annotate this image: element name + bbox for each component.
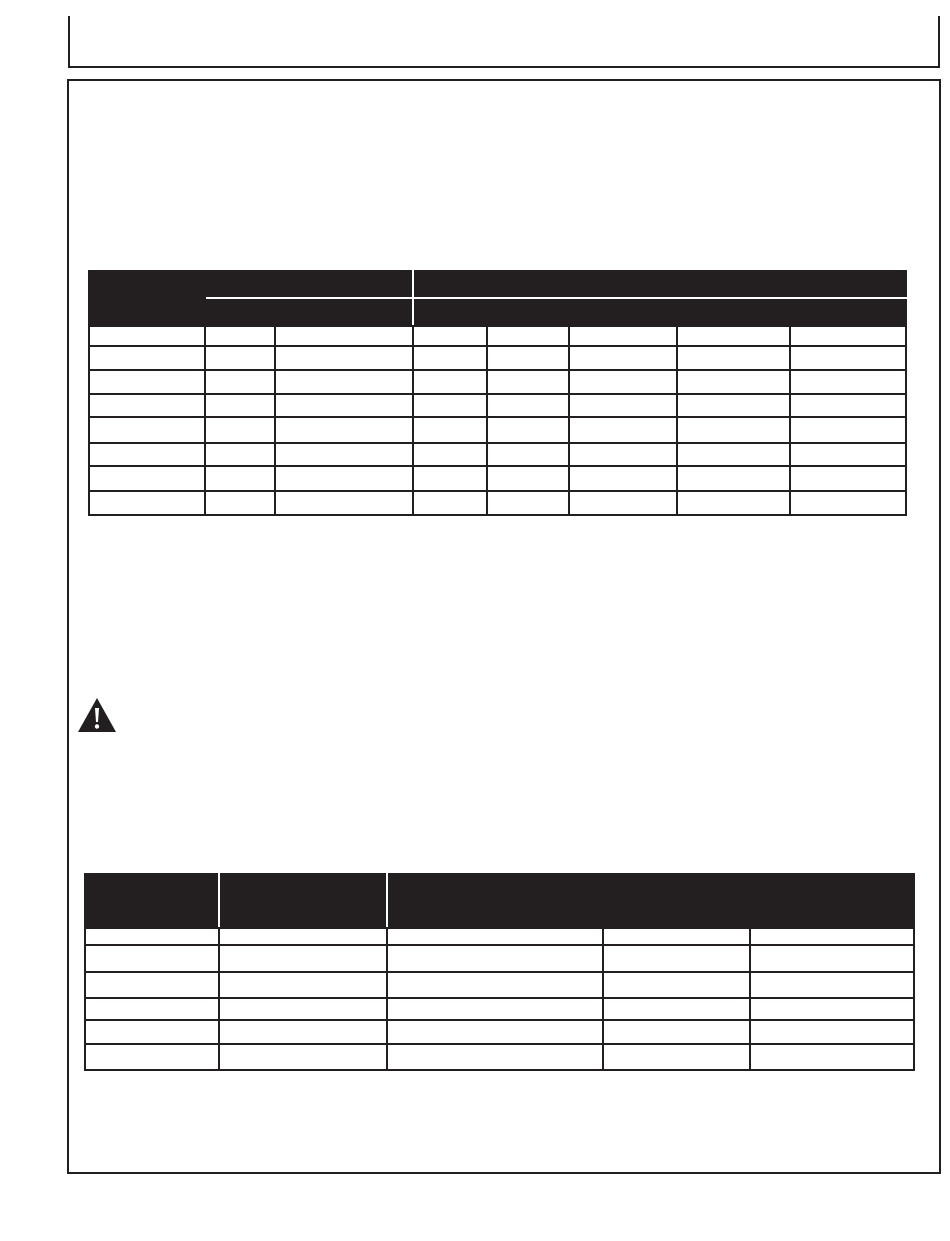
table-2-cell xyxy=(85,945,219,972)
table-1-cell xyxy=(569,466,677,491)
table-1-cell xyxy=(205,443,275,466)
table-1-header-cell xyxy=(413,271,906,298)
table-2-cell xyxy=(750,1020,914,1044)
table-1-cell xyxy=(275,370,413,394)
table-2-cell xyxy=(219,945,387,972)
table-2-cell xyxy=(387,1044,603,1070)
table-2-row xyxy=(85,945,914,972)
table-1-cell xyxy=(275,346,413,370)
spec-table-2 xyxy=(84,873,915,1071)
table-1-header-cell xyxy=(413,298,906,326)
warning-triangle-icon xyxy=(77,696,117,734)
table-1-cell xyxy=(89,326,205,346)
table-2-cell xyxy=(85,972,219,998)
table-2-cell xyxy=(603,972,750,998)
table-2-cell xyxy=(387,998,603,1020)
table-1-header-cell xyxy=(89,271,205,326)
table-2-cell xyxy=(750,928,914,945)
table-1-cell xyxy=(487,326,569,346)
table-1-row xyxy=(89,326,906,346)
table-1-cell xyxy=(677,326,790,346)
spec-table-1 xyxy=(88,270,907,516)
table-2-row xyxy=(85,1044,914,1070)
table-1-cell xyxy=(205,346,275,370)
table-2-cell xyxy=(85,1044,219,1070)
table-1-cell xyxy=(275,417,413,443)
table-2-cell xyxy=(603,998,750,1020)
table-1-cell xyxy=(790,417,906,443)
table-2-cell xyxy=(85,928,219,945)
table-1-cell xyxy=(487,443,569,466)
table-2-cell xyxy=(219,998,387,1020)
table-2-header-cell xyxy=(219,874,387,928)
table-2-cell xyxy=(603,1044,750,1070)
table-1-cell xyxy=(790,394,906,417)
table-1-header-row-2 xyxy=(89,298,906,326)
table-1-cell xyxy=(275,394,413,417)
table-1-cell xyxy=(790,326,906,346)
table-2-cell xyxy=(387,1020,603,1044)
table-2-cell xyxy=(219,972,387,998)
table-1-cell xyxy=(790,466,906,491)
table-2-header-row xyxy=(85,874,914,928)
table-1-cell xyxy=(205,394,275,417)
table-1-cell xyxy=(205,417,275,443)
table-1-row xyxy=(89,491,906,515)
table-1-cell xyxy=(275,443,413,466)
table-2-cell xyxy=(603,1020,750,1044)
table-1-cell xyxy=(569,346,677,370)
table-2-cell xyxy=(603,928,750,945)
table-1-cell xyxy=(89,394,205,417)
table-1-cell xyxy=(677,466,790,491)
table-1-row xyxy=(89,370,906,394)
table-1-cell xyxy=(205,466,275,491)
table-2-row xyxy=(85,1020,914,1044)
table-1-header-cell xyxy=(205,298,413,326)
table-2-header-cell xyxy=(387,874,914,928)
table-1-cell xyxy=(677,443,790,466)
table-2-cell xyxy=(219,1044,387,1070)
table-2-row xyxy=(85,928,914,945)
table-1-cell xyxy=(677,394,790,417)
table-2-cell xyxy=(387,928,603,945)
table-2-cell xyxy=(750,945,914,972)
table-1-cell xyxy=(413,417,487,443)
table-1-cell xyxy=(413,346,487,370)
table-1-cell xyxy=(205,370,275,394)
table-2-cell xyxy=(603,945,750,972)
table-1-cell xyxy=(89,491,205,515)
table-2-cell xyxy=(219,1020,387,1044)
table-2-row xyxy=(85,972,914,998)
table-2-cell xyxy=(387,972,603,998)
table-1-cell xyxy=(569,326,677,346)
table-2-cell xyxy=(85,998,219,1020)
table-1-cell xyxy=(790,491,906,515)
table-1-row xyxy=(89,394,906,417)
table-1-cell xyxy=(569,491,677,515)
table-1-cell xyxy=(89,417,205,443)
table-1-cell xyxy=(677,370,790,394)
table-1-cell xyxy=(89,370,205,394)
table-1-cell xyxy=(677,346,790,370)
table-1-row xyxy=(89,443,906,466)
table-1-cell xyxy=(89,466,205,491)
table-1-cell xyxy=(790,346,906,370)
table-1-header-cell xyxy=(205,271,413,298)
table-1-cell xyxy=(413,466,487,491)
table-1-cell xyxy=(487,394,569,417)
table-1-cell xyxy=(275,466,413,491)
table-1-cell xyxy=(413,394,487,417)
table-1-cell xyxy=(487,417,569,443)
table-2-cell xyxy=(750,1044,914,1070)
table-1-cell xyxy=(205,326,275,346)
table-1-cell xyxy=(413,491,487,515)
table-1-cell xyxy=(413,370,487,394)
table-1-cell xyxy=(487,370,569,394)
table-1-cell xyxy=(569,394,677,417)
table-1-header-row-1 xyxy=(89,271,906,298)
table-1-cell xyxy=(89,346,205,370)
table-1-cell xyxy=(275,326,413,346)
table-2-cell xyxy=(387,945,603,972)
table-2-cell xyxy=(750,972,914,998)
table-2-cell xyxy=(750,998,914,1020)
table-2-header-cell xyxy=(85,874,219,928)
table-1-cell xyxy=(413,443,487,466)
table-1-cell xyxy=(569,417,677,443)
table-1-cell xyxy=(275,491,413,515)
table-1-cell xyxy=(569,443,677,466)
table-1-cell xyxy=(790,370,906,394)
table-1-cell xyxy=(413,326,487,346)
table-1-cell xyxy=(677,417,790,443)
table-1-cell xyxy=(487,346,569,370)
table-1-row xyxy=(89,417,906,443)
table-1-cell xyxy=(487,466,569,491)
table-1-cell xyxy=(205,491,275,515)
table-2-cell xyxy=(219,928,387,945)
table-1-cell xyxy=(569,370,677,394)
table-1-cell xyxy=(677,491,790,515)
page-header-box xyxy=(68,16,940,68)
table-1-row xyxy=(89,346,906,370)
table-1-cell xyxy=(89,443,205,466)
table-1-row xyxy=(89,466,906,491)
table-2-cell xyxy=(85,1020,219,1044)
table-1-cell xyxy=(790,443,906,466)
table-1-cell xyxy=(487,491,569,515)
table-2-row xyxy=(85,998,914,1020)
